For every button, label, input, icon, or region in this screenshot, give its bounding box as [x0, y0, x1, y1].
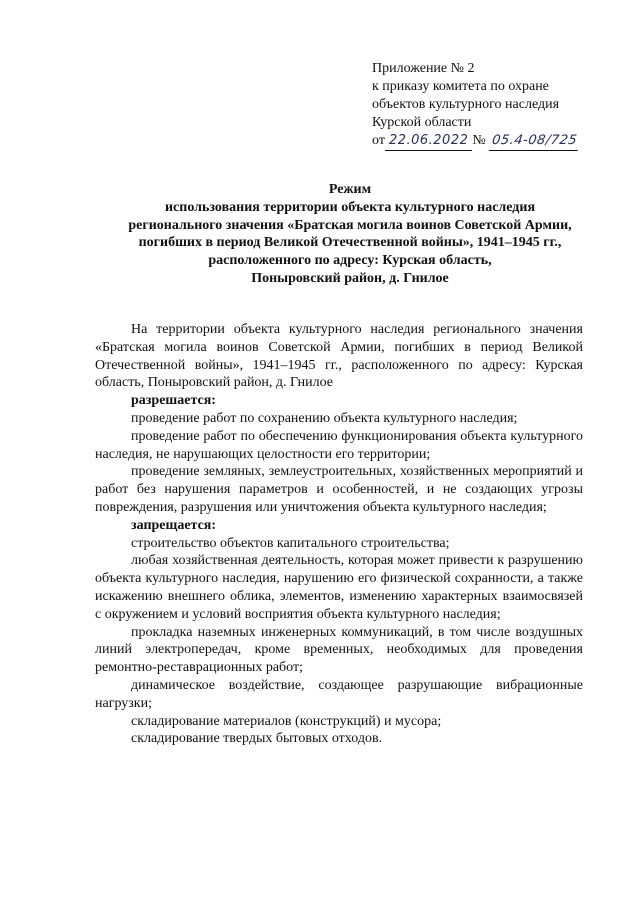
title-line-5: расположенного по адресу: Курская область, — [208, 253, 492, 269]
allowed-item: проведение работ по обеспечению функционирования объекта культурного наследия, не нарушающих целостности его территории; — [95, 428, 583, 462]
appendix-region: Курской области — [372, 115, 472, 130]
appendix-order-ref: к приказу комитета по охране — [372, 79, 549, 94]
allowed-item: проведение работ по сохранению объекта культурного наследия; — [131, 410, 518, 426]
date-prefix: от — [372, 133, 385, 148]
document-title — [60, 181, 640, 288]
appendix-number: Приложение № 2 — [372, 61, 475, 76]
handwritten-number: 05.4-08/725 — [488, 132, 580, 151]
allowed-heading: разрешается: — [131, 393, 216, 409]
appendix-block — [372, 60, 632, 151]
appendix-date-line — [372, 132, 632, 151]
title-line-6: Поныровский район, д. Гнилое — [251, 270, 449, 286]
forbidden-item: любая хозяйственная деятельность, которая может привести к разрушению объекта культурного наследия, нарушению его физической сохранности, а также искажению внешнего облика, элементов, изменению характерных взаимосвязей с окружением и условий восприятия объекта культурного наследия; — [95, 553, 583, 622]
allowed-item: проведение земляных, землеустроительных, хозяйственных мероприятий и работ без нарушения параметров и особенностей, и не создающих угрозы повреждения, разрушения или уничтожения объекта культурного наследия; — [95, 464, 583, 515]
title-line-3: регионального значения «Братская могила воинов Советской Армии, — [128, 217, 572, 233]
forbidden-item: складирование материалов (конструкций) и мусора; — [131, 713, 442, 729]
appendix-committee: объектов культурного наследия — [372, 97, 560, 112]
handwritten-date: 22.06.2022 — [385, 132, 472, 151]
document-body — [95, 321, 583, 748]
forbidden-heading: запрещается: — [131, 517, 217, 533]
forbidden-item: прокладка наземных инженерных коммуникаций, в том числе воздушных линий электропередач, кроме временных, необходимых для проведения ремонтно-реставрационных работ; — [95, 624, 583, 676]
forbidden-item: складирование твердых бытовых отходов. — [131, 731, 383, 747]
intro-paragraph: На территории объекта культурного наследия регионального значения «Братская могила воинов Советской Армии, погибших в период Великой Отечественной войны», 1941–1945 гг., расположенного по адресу: Курская область, Поныровский район, д. Гнилое — [95, 322, 583, 391]
forbidden-item: строительство объектов капитального строительства; — [131, 535, 450, 551]
title-line-4: погибших в период Великой Отечественной войны», 1941–1945 гг., — [138, 235, 562, 251]
number-sign: № — [472, 133, 486, 148]
title-line-2: использования территории объекта культурного наследия — [164, 199, 536, 215]
forbidden-item: динамическое воздействие, создающее разрушающие вибрационные нагрузки; — [95, 677, 583, 711]
title-line-1: Режим — [328, 182, 372, 197]
